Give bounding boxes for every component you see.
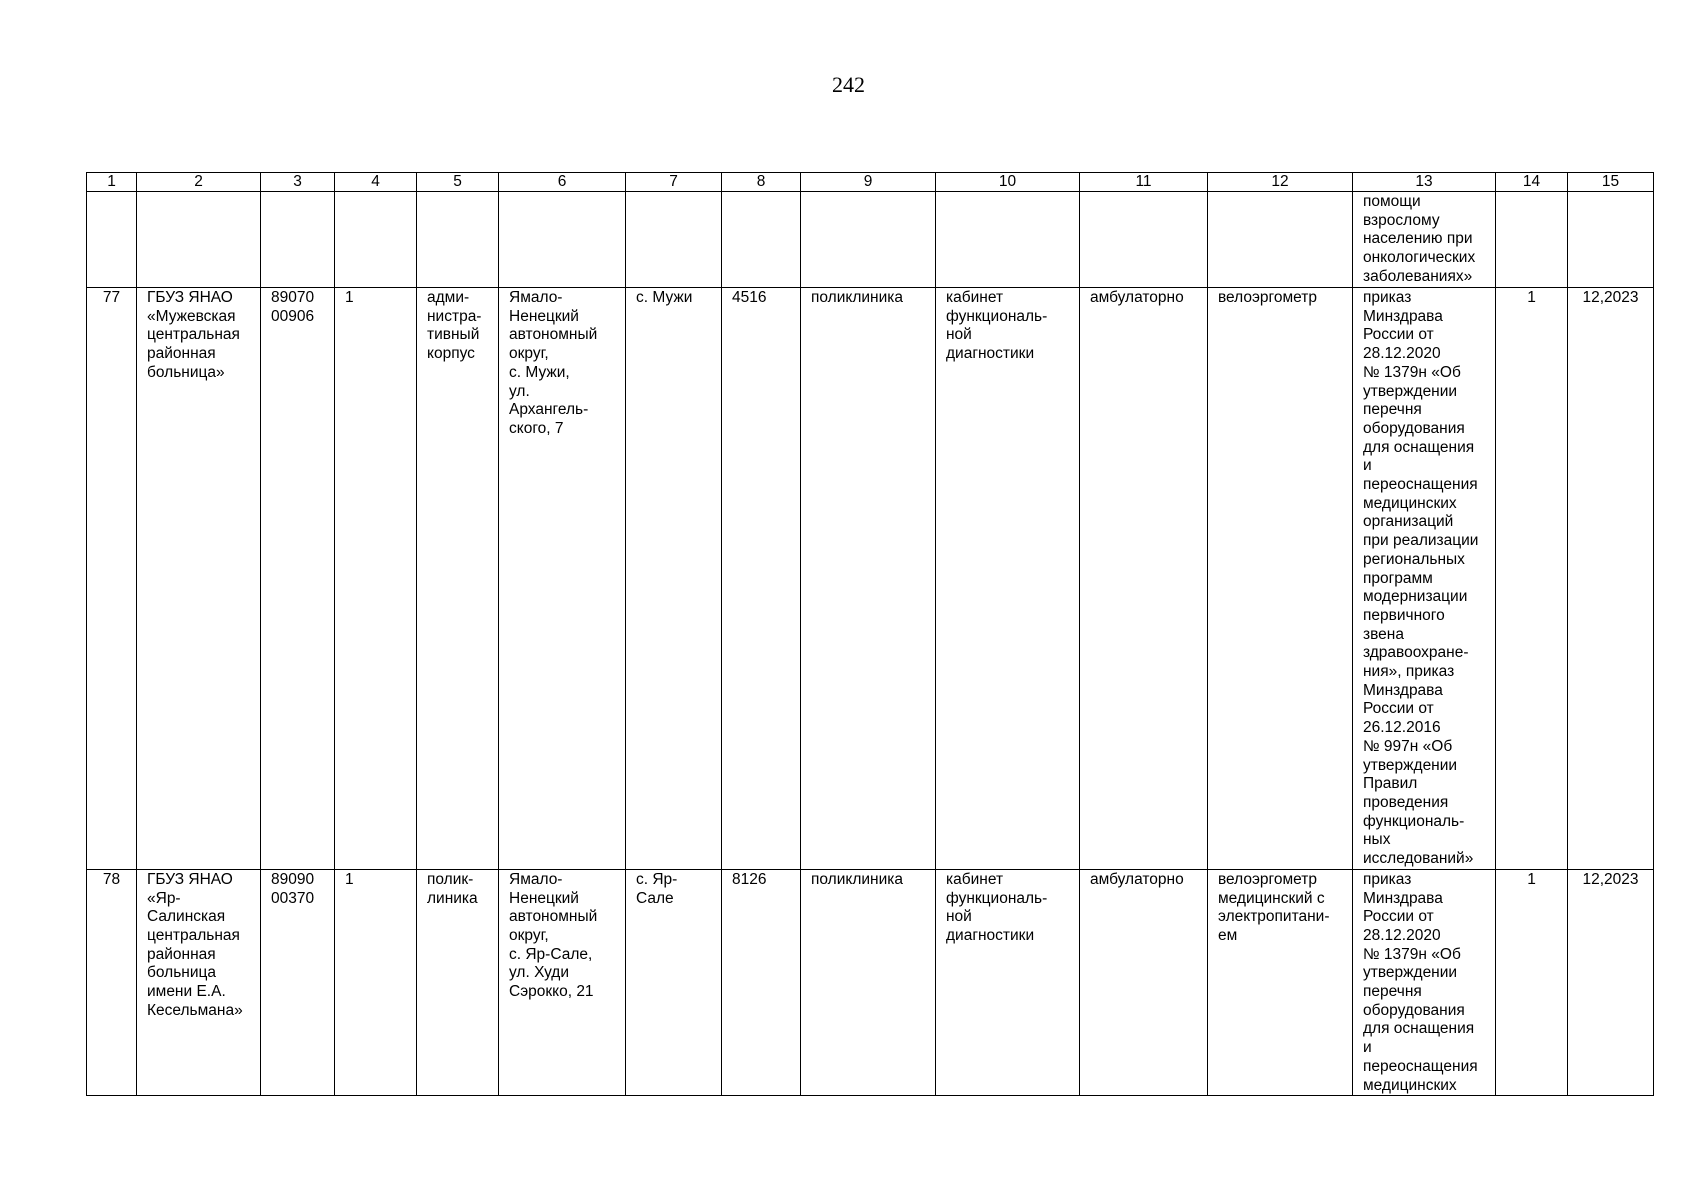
cell-equipment: [1208, 192, 1353, 288]
cell-code: 89090 00370: [261, 869, 335, 1095]
cell-care-mode: амбулаторно: [1080, 869, 1208, 1095]
cell-department: кабинет функциональ- ной диагностики: [936, 869, 1080, 1095]
cell-number: 77: [87, 288, 137, 870]
equipment-table: [86, 172, 1654, 1096]
column-header: 11: [1080, 173, 1208, 192]
column-header: 13: [1353, 173, 1496, 192]
cell-population: [722, 192, 801, 288]
column-header: 15: [1568, 173, 1654, 192]
cell-col4: 1: [335, 288, 417, 870]
cell-code: 89070 00906: [261, 288, 335, 870]
cell-quantity: 1: [1496, 869, 1568, 1095]
column-number-row: [87, 173, 1654, 192]
cell-number: [87, 192, 137, 288]
cell-unit-type: поликлиника: [801, 869, 936, 1095]
cell-number: 78: [87, 869, 137, 1095]
cell-regulation: приказ Минздрава России от 28.12.2020 № 1379н «Об утверждении перечня оборудования для оснащения и переоснащения медицинских: [1353, 869, 1496, 1095]
cell-address: Ямало- Ненецкий автономный округ, с. Мужи, ул. Архангель- ского, 7: [499, 288, 626, 870]
column-header: 1: [87, 173, 137, 192]
cell-care-mode: амбулаторно: [1080, 288, 1208, 870]
cell-locality: [626, 192, 722, 288]
column-header: 8: [722, 173, 801, 192]
cell-building: адми- нистра- тивный корпус: [417, 288, 499, 870]
cell-quantity: 1: [1496, 288, 1568, 870]
column-header: 4: [335, 173, 417, 192]
table-row-77: [87, 288, 1654, 870]
cell-regulation: помощи взрослому населению при онкологических заболеваниях»: [1353, 192, 1496, 288]
cell-unit-type: [801, 192, 936, 288]
table-row-continuation: [87, 192, 1654, 288]
cell-date: 12,2023: [1568, 288, 1654, 870]
cell-population: 4516: [722, 288, 801, 870]
cell-department: кабинет функциональ- ной диагностики: [936, 288, 1080, 870]
cell-locality: с. Яр- Сале: [626, 869, 722, 1095]
cell-population: 8126: [722, 869, 801, 1095]
cell-organization: [137, 192, 261, 288]
cell-quantity: [1496, 192, 1568, 288]
cell-equipment: велоэргометр: [1208, 288, 1353, 870]
column-header: 2: [137, 173, 261, 192]
cell-building: [417, 192, 499, 288]
cell-unit-type: поликлиника: [801, 288, 936, 870]
cell-equipment: велоэргометр медицинский с электропитани- ем: [1208, 869, 1353, 1095]
cell-organization: ГБУЗ ЯНАО «Яр- Салинская центральная районная больница имени Е.А. Кесельмана»: [137, 869, 261, 1095]
cell-organization: ГБУЗ ЯНАО «Мужевская центральная районная больница»: [137, 288, 261, 870]
cell-address: [499, 192, 626, 288]
table-row-78: [87, 869, 1654, 1095]
cell-code: [261, 192, 335, 288]
cell-col4: [335, 192, 417, 288]
cell-department: [936, 192, 1080, 288]
page-number: 242: [832, 72, 865, 97]
column-header: 12: [1208, 173, 1353, 192]
column-header: 10: [936, 173, 1080, 192]
cell-care-mode: [1080, 192, 1208, 288]
cell-address: Ямало- Ненецкий автономный округ, с. Яр-Сале, ул. Худи Сэрокко, 21: [499, 869, 626, 1095]
column-header: 5: [417, 173, 499, 192]
cell-col4: 1: [335, 869, 417, 1095]
column-header: 14: [1496, 173, 1568, 192]
column-header: 6: [499, 173, 626, 192]
cell-date: 12,2023: [1568, 869, 1654, 1095]
cell-date: [1568, 192, 1654, 288]
cell-building: полик- линика: [417, 869, 499, 1095]
column-header: 9: [801, 173, 936, 192]
column-header: 7: [626, 173, 722, 192]
cell-locality: с. Мужи: [626, 288, 722, 870]
cell-regulation: приказ Минздрава России от 28.12.2020 № 1379н «Об утверждении перечня оборудования для оснащения и переоснащения медицинских организаций при реализации региональных программ модернизации первичного звена здравоохране- ния», приказ Минздрава России от 26.12.2016 № 997н «Об утверждении Правил проведения функциональ- ных исследований»: [1353, 288, 1496, 870]
column-header: 3: [261, 173, 335, 192]
